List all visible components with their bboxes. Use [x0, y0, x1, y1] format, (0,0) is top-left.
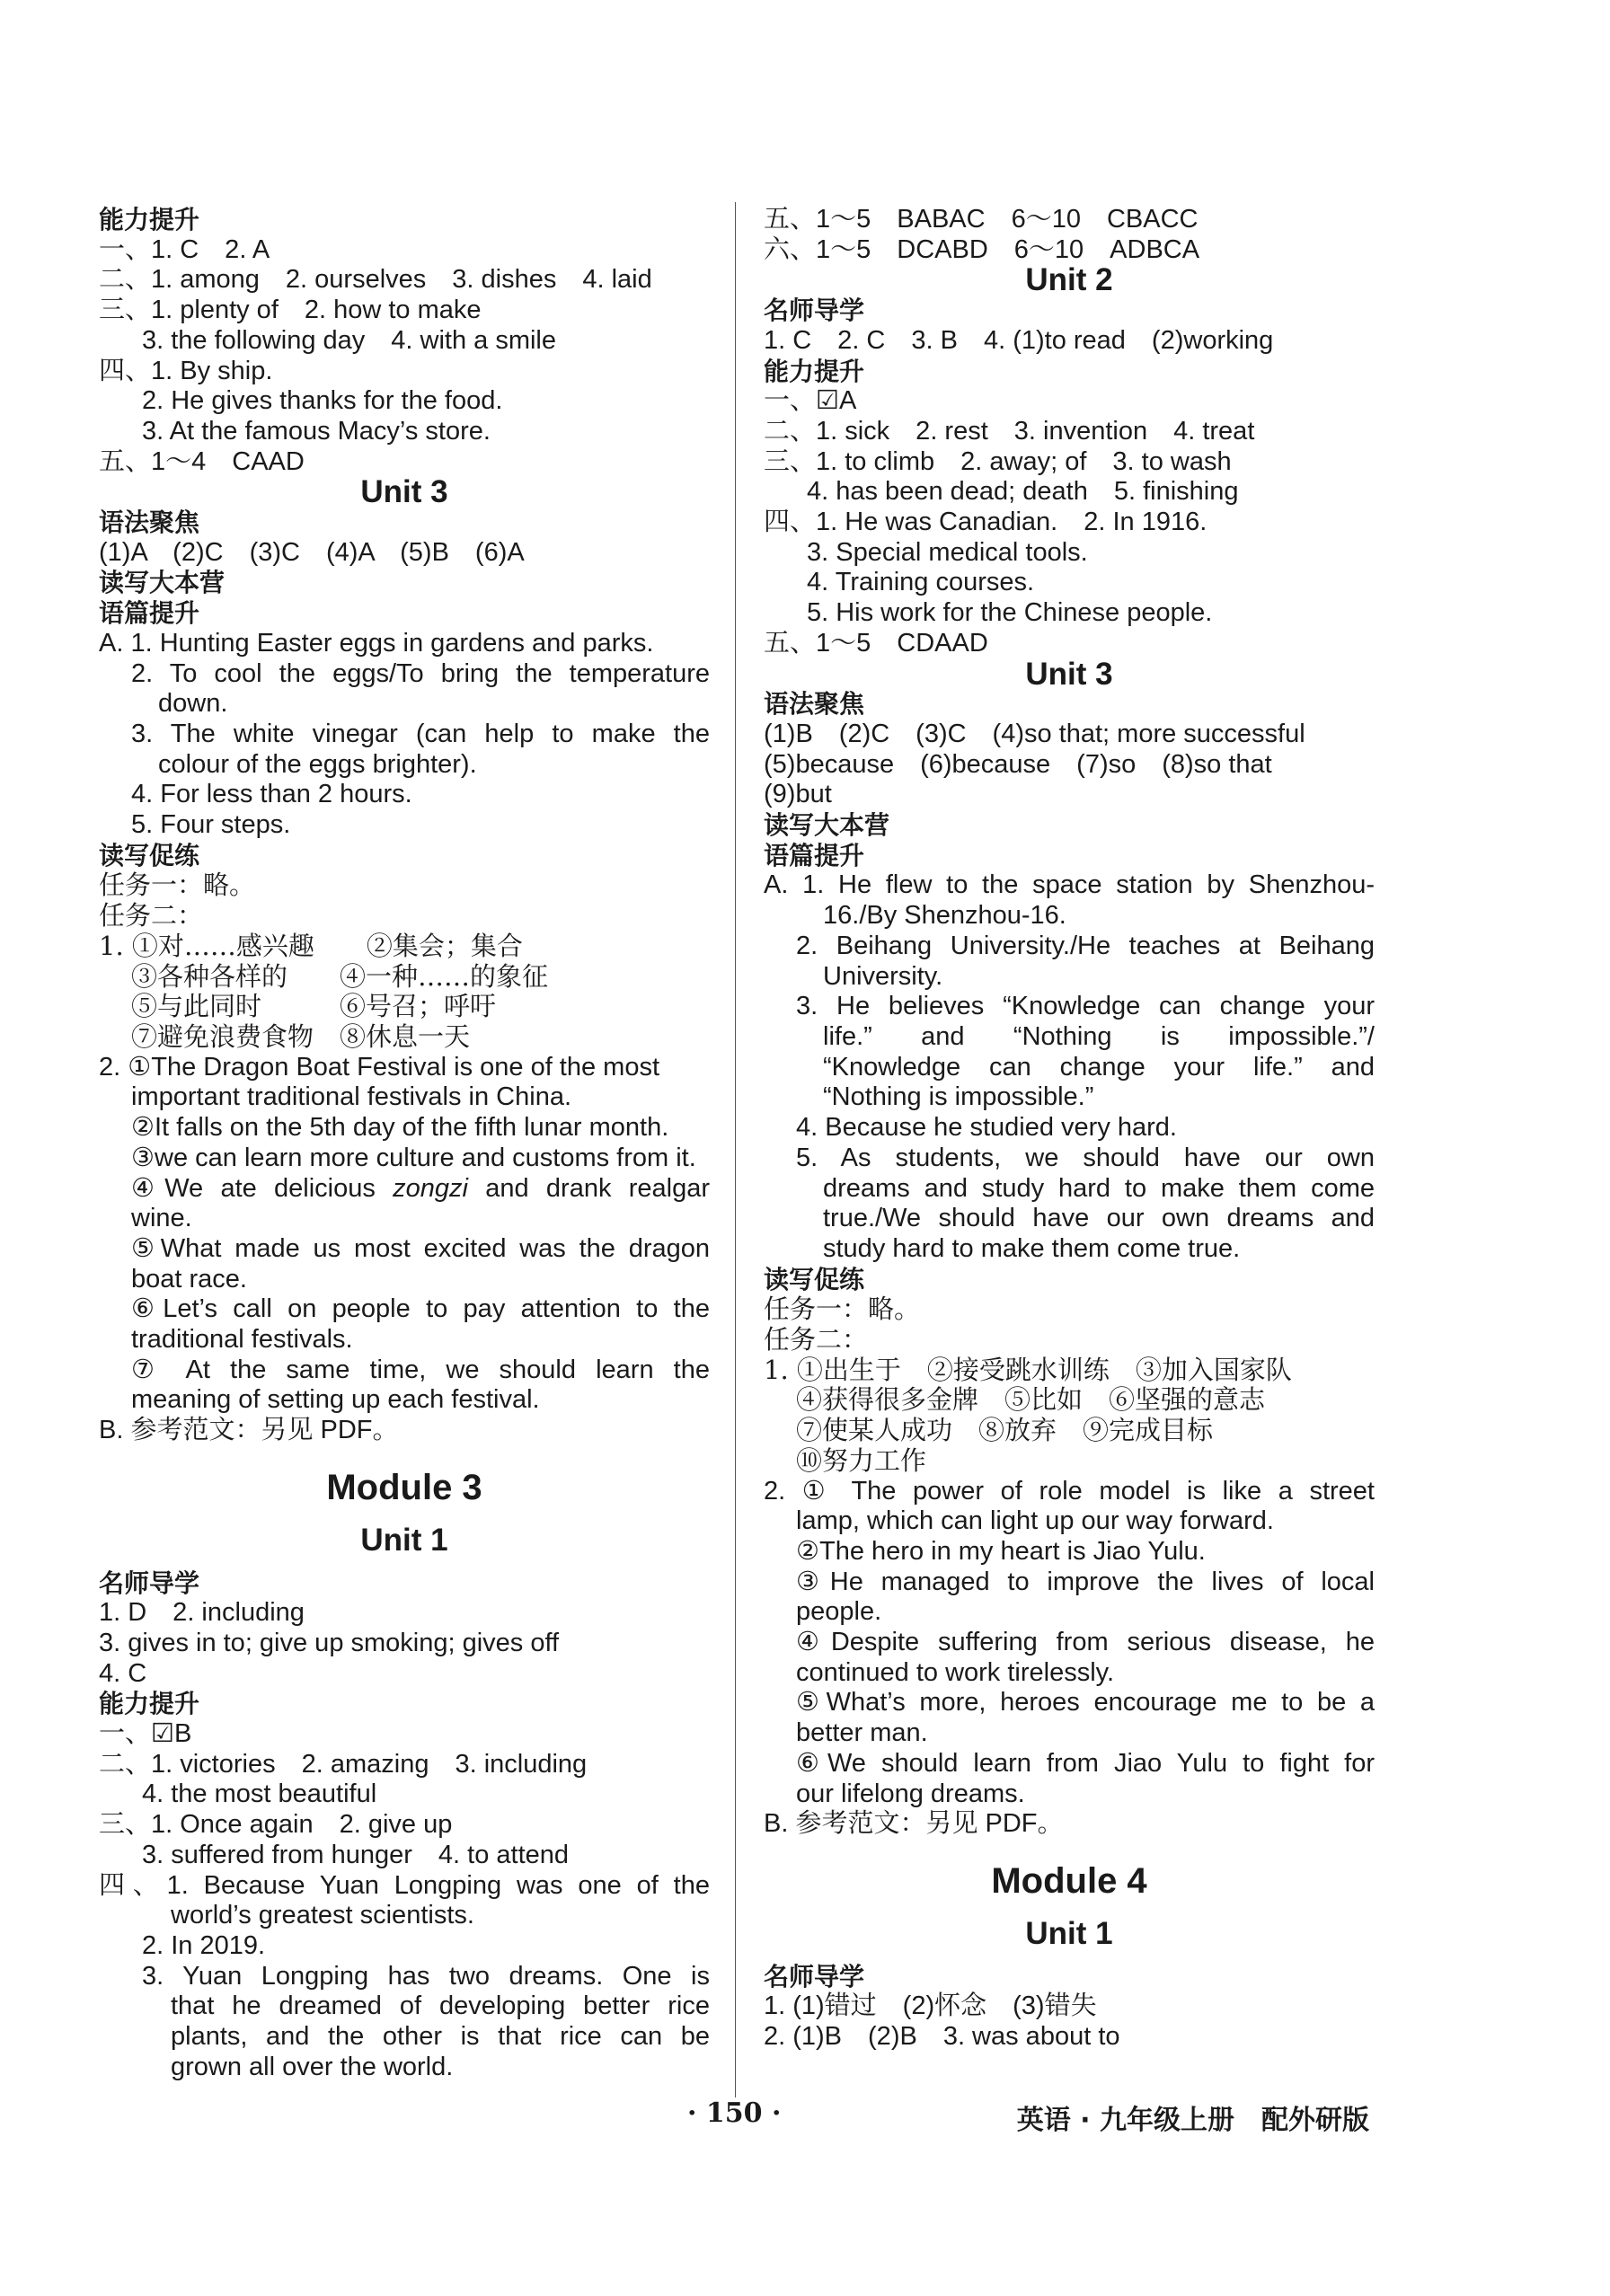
answer-line: ⑩努力工作	[796, 1444, 927, 1476]
answer-line: University.	[823, 961, 943, 991]
answer-line: 二、1. among 2. ourselves 3. dishes 4. laid	[99, 265, 652, 295]
section-heading: 语篇提升	[764, 840, 865, 870]
answer-line: 1. ①出生于 ②接受跳水训练 ③加入国家队	[764, 1354, 1292, 1385]
answer-line: better man.	[796, 1718, 928, 1748]
answer-line: 4. C	[99, 1658, 147, 1688]
answer-line: 3. The white vinegar (can help to make the	[131, 719, 710, 748]
page-number: · 150 ·	[687, 2097, 782, 2129]
answer-line: 四、1. He was Canadian. 2. In 1916.	[764, 508, 1208, 537]
answer-line: ②The hero in my heart is Jiao Yulu.	[796, 1536, 1206, 1566]
answer-line: 2. ① The power of role model is like a street	[764, 1476, 1375, 1506]
answer-line: 五、1～4 CAAD	[99, 446, 305, 476]
answer-line: B. 参考范文：另见 PDF。	[764, 1809, 1064, 1839]
answer-line: 2. (1)B (2)B 3. was about to	[764, 2022, 1120, 2052]
answer-line: ⑤与此同时 ⑥号召；呼吁	[131, 991, 497, 1022]
answer-line: (1)A (2)C (3)C (4)A (5)B (6)A	[99, 537, 525, 567]
answer-line: 4. the most beautiful	[142, 1779, 377, 1809]
answer-line: A. 1. He flew to the space station by Shenzhou-	[764, 870, 1375, 900]
answer-line: grown all over the world.	[171, 2052, 454, 2081]
answer-line: 三、1. Once again 2. give up	[99, 1810, 453, 1840]
answer-line: 四、1. By ship.	[99, 356, 273, 385]
answer-line: true./We should have our own dreams and	[823, 1204, 1375, 1233]
answer-line: ②It falls on the 5th day of the fifth lunar month.	[131, 1113, 669, 1143]
answer-line: 4. For less than 2 hours.	[131, 780, 412, 809]
answer-line: ⑤What made us most excited was the dragon	[131, 1233, 710, 1263]
section-heading: 读写促练	[99, 840, 200, 870]
answer-line: 4. Training courses.	[807, 568, 1035, 597]
answer-line: ⑥We should learn from Jiao Yulu to fight for	[796, 1748, 1375, 1778]
answer-line: colour of the eggs brighter).	[158, 749, 477, 779]
section-heading: 读写大本营	[764, 810, 890, 841]
answer-line: 4. Because he studied very hard.	[796, 1113, 1177, 1143]
unit-title: Unit 3	[360, 474, 448, 510]
answer-line: 1. ①对……感兴趣 ②集会；集合	[99, 930, 523, 961]
section-heading: 名师导学	[99, 1567, 200, 1598]
answer-line: 任务二：	[764, 1324, 869, 1356]
answer-line: traditional festivals.	[131, 1325, 353, 1355]
answer-line: 5. His work for the Chinese people.	[807, 598, 1213, 628]
section-heading: 读写促练	[764, 1264, 865, 1294]
answer-line: ⑦ At the same time, we should learn the	[131, 1355, 710, 1384]
answer-line: boat race.	[131, 1264, 247, 1294]
answer-line: 二、1. sick 2. rest 3. invention 4. treat	[764, 416, 1255, 446]
unit-title: Unit 3	[1025, 656, 1113, 692]
answer-line: 3. gives in to; give up smoking; gives off	[99, 1628, 560, 1657]
answer-line: people.	[796, 1597, 882, 1627]
answer-line: ⑤What’s more, heroes encourage me to be a	[796, 1688, 1375, 1718]
section-heading: 读写大本营	[99, 568, 226, 598]
answer-line: 2. He gives thanks for the food.	[142, 386, 503, 416]
section-heading: 语法聚焦	[764, 689, 865, 720]
answer-line: 2. To cool the eggs/To bring the temperature	[131, 658, 710, 688]
answer-line: ⑦使某人成功 ⑧放弃 ⑨完成目标	[796, 1415, 1214, 1446]
answer-line: our lifelong dreams.	[796, 1779, 1025, 1808]
answer-line: life.” and “Nothing is impossible.”/	[823, 1021, 1375, 1051]
answer-line: 任务二：	[99, 900, 204, 932]
answer-line: 5. As students, we should have our own	[796, 1143, 1375, 1172]
left-column	[99, 205, 710, 2082]
module-title: Module 4	[991, 1860, 1147, 1901]
answer-line: study hard to make them come true.	[823, 1233, 1241, 1263]
column-divider	[735, 202, 736, 2097]
answer-line: 任务一：略。	[764, 1294, 921, 1325]
answer-line: 3. At the famous Macy’s store.	[142, 416, 491, 446]
answer-line: 1. (1)错过 (2)怀念 (3)错失	[764, 1991, 1097, 2021]
answer-line: 2. In 2019.	[142, 1930, 266, 1960]
answer-line: plants, and the other is that rice can be	[171, 2022, 710, 2052]
section-heading: 语篇提升	[99, 598, 200, 629]
answer-line: ③各种各样的 ④一种……的象征	[131, 960, 549, 992]
answer-line: 二、1. victories 2. amazing 3. including	[99, 1749, 588, 1779]
answer-line: 1. D 2. including	[99, 1598, 305, 1628]
answer-line: important traditional festivals in China.	[131, 1082, 572, 1112]
answer-line: that he dreamed of developing better rice	[171, 1991, 710, 2021]
answer-line: 一、☑B	[99, 1719, 192, 1749]
answer-line: ④We ate delicious zongzi and drank realgar	[131, 1173, 710, 1203]
answer-line: 4. has been dead; death 5. finishing	[807, 477, 1239, 507]
answer-line: 3. suffered from hunger 4. to attend	[142, 1840, 570, 1869]
answer-line: (1)B (2)C (3)C (4)so that; more successful	[764, 719, 1305, 748]
unit-title: Unit 2	[1025, 262, 1113, 298]
answer-line: (9)but	[764, 780, 832, 809]
answer-line: 16./By Shenzhou-16.	[823, 901, 1066, 931]
answer-line: meaning of setting up each festival.	[131, 1385, 540, 1415]
section-heading: 能力提升	[99, 205, 200, 234]
answer-line: B. 参考范文：另见 PDF。	[99, 1416, 399, 1445]
section-heading: 名师导学	[764, 1961, 865, 1991]
answer-line: ③He managed to improve the lives of local	[796, 1567, 1375, 1596]
section-heading: 能力提升	[99, 1689, 200, 1719]
answer-line: wine.	[131, 1204, 192, 1233]
section-heading: 能力提升	[764, 356, 865, 386]
answer-line: 三、1. plenty of 2. how to make	[99, 296, 482, 325]
unit-title: Unit 1	[1025, 1915, 1113, 1951]
answer-line: 2. ①The Dragon Boat Festival is one of the most	[99, 1052, 660, 1082]
answer-line: ⑥Let’s call on people to pay attention to the	[131, 1294, 710, 1324]
answer-line: ④获得很多金牌 ⑤比如 ⑥坚强的意志	[796, 1384, 1266, 1416]
answer-line: 一、1. C 2. A	[99, 234, 270, 264]
answer-line: 六、1～5 DCABD 6～10 ADBCA	[764, 234, 1200, 264]
answer-line: ⑦避免浪费食物 ⑧休息一天	[131, 1020, 471, 1052]
answer-line: dreams and study hard to make them come	[823, 1173, 1375, 1203]
answer-line: “Nothing is impossible.”	[823, 1082, 1094, 1112]
unit-title: Unit 1	[360, 1522, 448, 1558]
answer-line: “Knowledge can change your life.” and	[823, 1052, 1375, 1082]
book-title: 英语 · 九年级上册 配外研版	[1016, 2105, 1369, 2136]
right-column	[764, 205, 1375, 2053]
answer-line: 3. the following day 4. with a smile	[142, 325, 556, 355]
section-heading: 语法聚焦	[99, 508, 200, 538]
answer-line: ③we can learn more culture and customs from it.	[131, 1143, 696, 1172]
answer-line: 3. Special medical tools.	[807, 537, 1088, 567]
answer-line: 五、1～5 BABAC 6～10 CBACC	[764, 205, 1199, 234]
answer-line: 四、1. Because Yuan Longping was one of the	[99, 1870, 710, 1900]
answer-line: 五、1～5 CDAAD	[764, 628, 988, 658]
answer-line: A. 1. Hunting Easter eggs in gardens and parks.	[99, 628, 654, 658]
answer-line: 任务一：略。	[99, 870, 256, 901]
module-title: Module 3	[326, 1467, 482, 1507]
answer-line: 2. Beihang University./He teaches at Beihang	[796, 931, 1375, 960]
answer-line: continued to work tirelessly.	[796, 1657, 1115, 1687]
answer-line: world’s greatest scientists.	[171, 1901, 474, 1930]
answer-line: 5. Four steps.	[131, 810, 291, 840]
answer-line: 1. C 2. C 3. B 4. (1)to read (2)working	[764, 325, 1274, 355]
section-heading: 名师导学	[764, 296, 865, 326]
answer-line: lamp, which can light up our way forward.	[796, 1506, 1274, 1536]
answer-line: down.	[158, 689, 228, 719]
answer-line: 3. Yuan Longping has two dreams. One is	[142, 1961, 710, 1991]
answer-line: 3. He believes “Knowledge can change your	[796, 992, 1375, 1021]
answer-line: 三、1. to climb 2. away; of 3. to wash	[764, 446, 1232, 476]
answer-line: ④Despite suffering from serious disease, he	[796, 1628, 1375, 1657]
answer-line: 一、☑A	[764, 386, 857, 416]
answer-line: (5)because (6)because (7)so (8)so that	[764, 749, 1272, 779]
